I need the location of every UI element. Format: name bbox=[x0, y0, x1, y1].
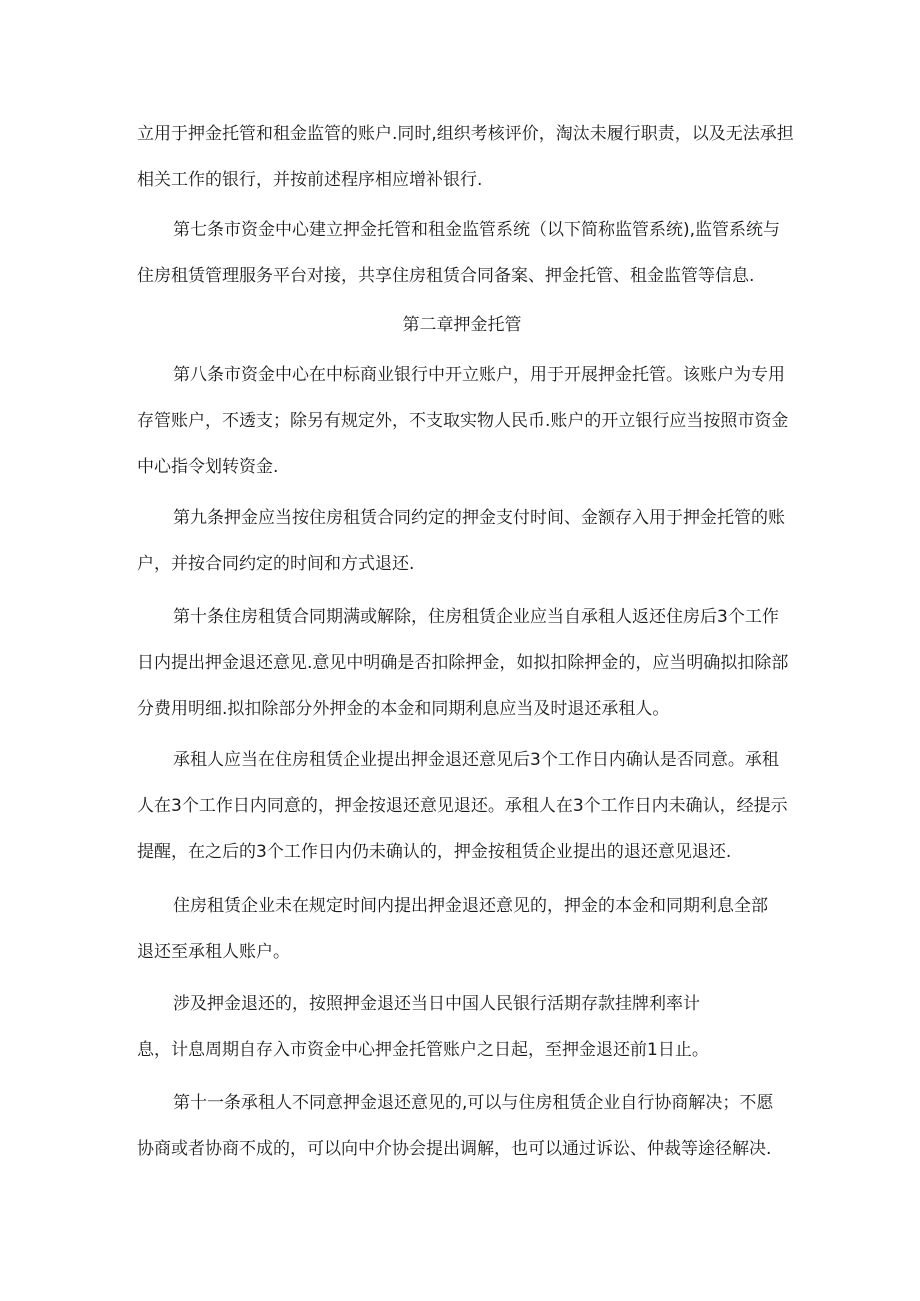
text-line: 户，并按合同约定的时间和方式退还. bbox=[137, 554, 415, 574]
text-line: 息，计息周期自存入市资金中心押金托管账户之日起，至押金退还前1日止。 bbox=[137, 1040, 709, 1060]
text-line: 日内提出押金退还意见.意见中明确是否扣除押金，如拟扣除押金的，应当明确拟扣除部 bbox=[137, 653, 789, 673]
text-line: 住房租赁管理服务平台对接，共享住房租赁合同备案、押金托管、租金监管等信息. bbox=[137, 266, 755, 286]
text-line: 承租人应当在住房租赁企业提出押金退还意见后3个工作日内确认是否同意。承租 bbox=[173, 750, 779, 770]
text-line: 提醒，在之后的3个工作日内仍未确认的，押金按租赁企业提出的退还意见退还. bbox=[137, 842, 732, 862]
text-line: 住房租赁企业未在规定时间内提出押金退还意见的，押金的本金和同期利息全部 bbox=[173, 896, 768, 916]
text-line: 中心指令划转资金. bbox=[137, 457, 279, 477]
paragraph-bank-assessment bbox=[137, 111, 794, 203]
text-line: 分费用明细.拟扣除部分外押金的本金和同期利息应当及时退还承租人。 bbox=[137, 699, 670, 719]
text-line: 退还至承租人账户。 bbox=[137, 942, 290, 962]
paragraph-full-refund bbox=[137, 883, 787, 975]
paragraph-article-7 bbox=[137, 207, 787, 299]
paragraph-article-8 bbox=[137, 352, 787, 490]
paragraph-tenant-confirmation bbox=[137, 737, 787, 875]
text-line: 第十一条承租人不同意押金退还意见的,可以与住房租赁企业自行协商解决；不愿 bbox=[173, 1093, 774, 1113]
paragraph-article-10 bbox=[137, 594, 787, 732]
paragraph-article-9 bbox=[137, 495, 787, 587]
text-line: 涉及押金退还的，按照押金退还当日中国人民银行活期存款挂牌利率计 bbox=[173, 994, 700, 1014]
text-line: 第十条住房租赁合同期满或解除，住房租赁企业应当自承租人返还住房后3个工作 bbox=[173, 607, 779, 627]
text-line: 立用于押金托管和租金监管的账户.同时,组织考核评价，淘汰未履行职责，以及无法承担 bbox=[137, 124, 794, 144]
text-line: 相关工作的银行，并按前述程序相应增补银行. bbox=[137, 170, 483, 190]
paragraph-interest bbox=[137, 981, 787, 1073]
paragraph-article-11 bbox=[137, 1080, 787, 1172]
text-line: 人在3个工作日内同意的，押金按退还意见退还。承租人在3个工作日内未确认，经提示 bbox=[137, 796, 788, 816]
text-line: 第七条市资金中心建立押金托管和租金监管系统（以下简称监管系统),监管系统与 bbox=[173, 220, 781, 240]
text-line: 第八条市资金中心在中标商业银行中开立账户，用于开展押金托管。该账户为专用 bbox=[173, 365, 785, 385]
chapter-title: 第二章押金托管 bbox=[402, 315, 522, 335]
text-line: 第九条押金应当按住房租赁合同约定的押金支付时间、金额存入用于押金托管的账 bbox=[173, 508, 785, 528]
text-line: 存管账户，不透支；除另有规定外，不支取实物人民币.账户的开立银行应当按照市资金 bbox=[137, 411, 789, 431]
text-line: 协商或者协商不成的，可以向中介协会提出调解，也可以通过诉讼、仲裁等途径解决. bbox=[137, 1139, 772, 1159]
